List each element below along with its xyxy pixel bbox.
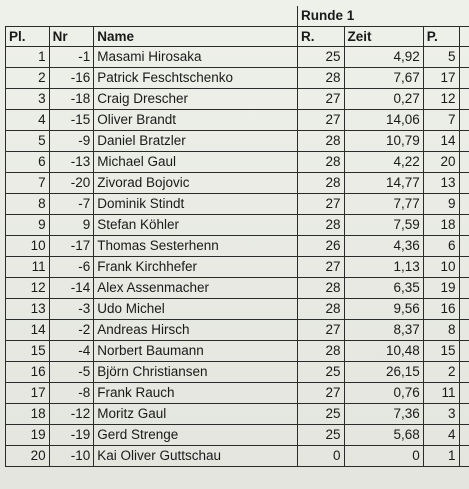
cell-time: 14,77: [344, 172, 423, 193]
cell-points: 19: [423, 277, 459, 298]
col-header-cut: [459, 26, 469, 46]
cell-number: -5: [49, 361, 94, 382]
col-header-time: Zeit: [344, 26, 423, 46]
cell-rounds: 28: [298, 298, 345, 319]
cell-number: -1: [49, 46, 94, 67]
cell-rounds: 26: [298, 235, 345, 256]
cell-number: -6: [49, 256, 94, 277]
cell-cut: [459, 340, 469, 361]
table-row: [6, 340, 469, 361]
cell-time: 4,92: [344, 46, 423, 67]
cell-number: -2: [49, 319, 94, 340]
cell-time: 0: [344, 445, 423, 466]
cell-time: 7,77: [344, 193, 423, 214]
cell-name: Frank Rauch: [94, 382, 298, 403]
cell-number: -14: [49, 277, 94, 298]
cell-cut: [459, 424, 469, 445]
cell-rounds: 27: [298, 319, 345, 340]
round-header-row: [6, 6, 469, 26]
cell-number: -16: [49, 67, 94, 88]
cell-time: 5,68: [344, 424, 423, 445]
cell-cut: [459, 361, 469, 382]
cell-place: 19: [6, 424, 50, 445]
cell-cut: [459, 109, 469, 130]
col-header-place: Pl.: [6, 26, 50, 46]
table-row: [6, 130, 469, 151]
cell-name: Stefan Köhler: [94, 214, 298, 235]
cell-number: -13: [49, 151, 94, 172]
cell-points: 2: [423, 361, 459, 382]
cell-time: 0,27: [344, 88, 423, 109]
cell-time: 0,76: [344, 382, 423, 403]
cell-place: 8: [6, 193, 50, 214]
cell-name: Alex Assenmacher: [94, 277, 298, 298]
cell-name: Zivorad Bojovic: [94, 172, 298, 193]
cell-place: 1: [6, 46, 50, 67]
cell-name: Kai Oliver Guttschau: [94, 445, 298, 466]
cell-name: Daniel Bratzler: [94, 130, 298, 151]
cell-place: 18: [6, 403, 50, 424]
table-row: [6, 382, 469, 403]
cell-rounds: 27: [298, 382, 345, 403]
cell-cut: [459, 214, 469, 235]
cell-time: 9,56: [344, 298, 423, 319]
cell-points: 8: [423, 319, 459, 340]
cell-points: 10: [423, 256, 459, 277]
cell-place: 16: [6, 361, 50, 382]
col-header-name: Name: [94, 26, 298, 46]
cell-points: 14: [423, 130, 459, 151]
cell-rounds: 28: [298, 172, 345, 193]
cell-number: -12: [49, 403, 94, 424]
cell-number: -9: [49, 130, 94, 151]
cell-number: -18: [49, 88, 94, 109]
cell-name: Udo Michel: [94, 298, 298, 319]
table-row: [6, 277, 469, 298]
cell-time: 4,22: [344, 151, 423, 172]
cell-name: Masami Hirosaka: [94, 46, 298, 67]
cell-name: Andreas Hirsch: [94, 319, 298, 340]
cell-name: Patrick Feschtschenko: [94, 67, 298, 88]
cell-points: 17: [423, 67, 459, 88]
cell-place: 2: [6, 67, 50, 88]
col-header-rounds: R.: [298, 26, 345, 46]
col-header-points: P.: [423, 26, 459, 46]
cell-rounds: 27: [298, 256, 345, 277]
cell-time: 7,67: [344, 67, 423, 88]
cell-name: Frank Kirchhefer: [94, 256, 298, 277]
cell-cut: [459, 445, 469, 466]
col-header-number: Nr: [49, 26, 94, 46]
table-row: [6, 193, 469, 214]
cell-rounds: 28: [298, 340, 345, 361]
cell-rounds: 25: [298, 403, 345, 424]
table-row: [6, 445, 469, 466]
header-spacer: [6, 6, 298, 26]
table-row: [6, 88, 469, 109]
cell-number: -20: [49, 172, 94, 193]
cell-name: Craig Drescher: [94, 88, 298, 109]
cell-time: 7,36: [344, 403, 423, 424]
cell-cut: [459, 256, 469, 277]
table-row: [6, 424, 469, 445]
cell-number: -4: [49, 340, 94, 361]
cell-points: 18: [423, 214, 459, 235]
cell-name: Gerd Strenge: [94, 424, 298, 445]
cell-cut: [459, 88, 469, 109]
cell-rounds: 28: [298, 214, 345, 235]
cell-points: 5: [423, 46, 459, 67]
table-row: [6, 403, 469, 424]
cell-place: 14: [6, 319, 50, 340]
cell-points: 7: [423, 109, 459, 130]
cell-cut: [459, 235, 469, 256]
cell-points: 13: [423, 172, 459, 193]
table-row: [6, 256, 469, 277]
cell-cut: [459, 382, 469, 403]
table-row: [6, 109, 469, 130]
cell-name: Dominik Stindt: [94, 193, 298, 214]
table-row: [6, 46, 469, 67]
cell-rounds: 28: [298, 151, 345, 172]
cell-time: 8,37: [344, 319, 423, 340]
cell-rounds: 28: [298, 277, 345, 298]
cell-number: -7: [49, 193, 94, 214]
cell-name: Björn Christiansen: [94, 361, 298, 382]
cell-rounds: 28: [298, 67, 345, 88]
cell-cut: [459, 319, 469, 340]
cell-cut: [459, 403, 469, 424]
cell-rounds: 0: [298, 445, 345, 466]
cell-points: 6: [423, 235, 459, 256]
cell-place: 3: [6, 88, 50, 109]
table-row: [6, 214, 469, 235]
cell-points: 4: [423, 424, 459, 445]
cell-cut: [459, 172, 469, 193]
cell-rounds: 25: [298, 46, 345, 67]
cell-rounds: 25: [298, 424, 345, 445]
cell-place: 13: [6, 298, 50, 319]
table-row: [6, 151, 469, 172]
cell-place: 5: [6, 130, 50, 151]
cell-cut: [459, 67, 469, 88]
cell-place: 9: [6, 214, 50, 235]
cell-number: -19: [49, 424, 94, 445]
cell-place: 7: [6, 172, 50, 193]
cell-name: Michael Gaul: [94, 151, 298, 172]
table-row: [6, 235, 469, 256]
cell-points: 3: [423, 403, 459, 424]
cell-cut: [459, 151, 469, 172]
cell-cut: [459, 277, 469, 298]
cell-time: 7,59: [344, 214, 423, 235]
table-row: [6, 298, 469, 319]
results-table: [5, 6, 469, 467]
cell-points: 16: [423, 298, 459, 319]
cell-name: Oliver Brandt: [94, 109, 298, 130]
cell-place: 4: [6, 109, 50, 130]
cell-points: 20: [423, 151, 459, 172]
table-row: [6, 172, 469, 193]
table-row: [6, 361, 469, 382]
cell-points: 9: [423, 193, 459, 214]
cell-time: 4,36: [344, 235, 423, 256]
cell-cut: [459, 298, 469, 319]
cell-time: 26,15: [344, 361, 423, 382]
cell-cut: [459, 46, 469, 67]
cell-number: -3: [49, 298, 94, 319]
cell-points: 1: [423, 445, 459, 466]
cell-place: 17: [6, 382, 50, 403]
cell-rounds: 25: [298, 361, 345, 382]
cell-points: 11: [423, 382, 459, 403]
cell-time: 10,48: [344, 340, 423, 361]
cell-name: Thomas Sesterhenn: [94, 235, 298, 256]
cell-name: Moritz Gaul: [94, 403, 298, 424]
cell-place: 12: [6, 277, 50, 298]
cell-rounds: 28: [298, 130, 345, 151]
column-header-row: [6, 26, 469, 46]
cell-cut: [459, 130, 469, 151]
table-row: [6, 67, 469, 88]
cell-place: 11: [6, 256, 50, 277]
table-row: [6, 319, 469, 340]
cell-time: 1,13: [344, 256, 423, 277]
cell-number: -15: [49, 109, 94, 130]
cell-rounds: 27: [298, 88, 345, 109]
cell-number: -10: [49, 445, 94, 466]
cell-time: 14,06: [344, 109, 423, 130]
cell-points: 15: [423, 340, 459, 361]
round-label: Runde 1: [298, 6, 469, 26]
cell-rounds: 27: [298, 109, 345, 130]
cell-place: 15: [6, 340, 50, 361]
cell-time: 6,35: [344, 277, 423, 298]
cell-place: 10: [6, 235, 50, 256]
cell-cut: [459, 193, 469, 214]
cell-number: -17: [49, 235, 94, 256]
cell-place: 20: [6, 445, 50, 466]
cell-name: Norbert Baumann: [94, 340, 298, 361]
cell-number: -8: [49, 382, 94, 403]
cell-points: 12: [423, 88, 459, 109]
cell-number: 9: [49, 214, 94, 235]
cell-rounds: 27: [298, 193, 345, 214]
cell-time: 10,79: [344, 130, 423, 151]
cell-place: 6: [6, 151, 50, 172]
